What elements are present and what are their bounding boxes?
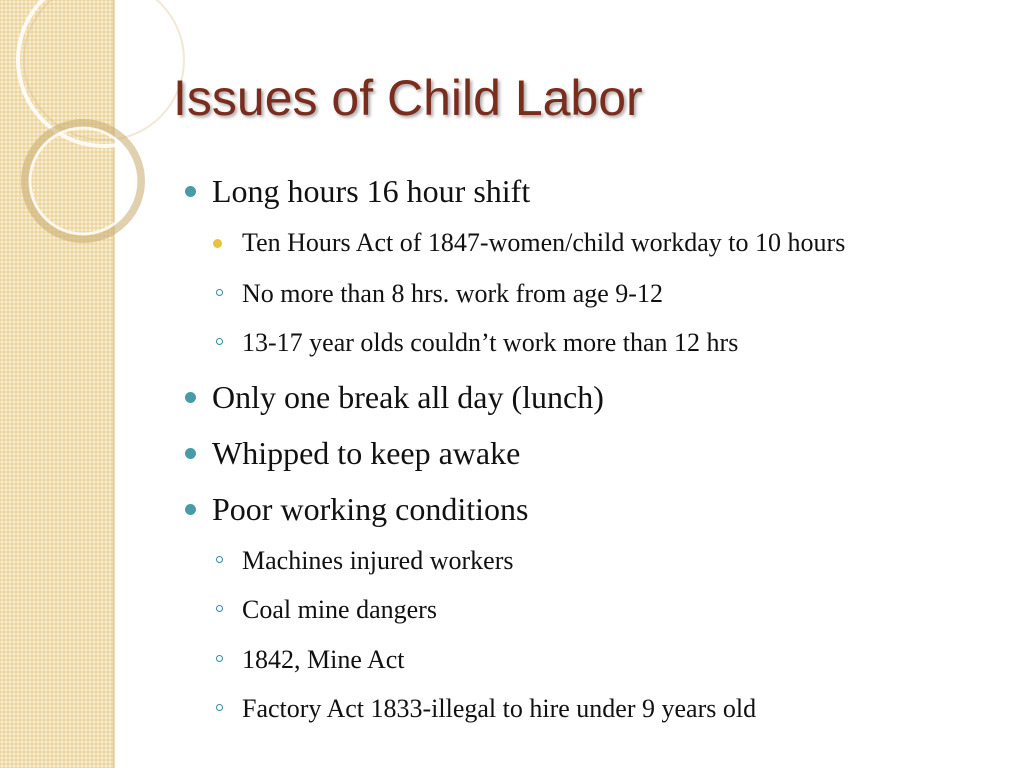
gold-bullet-dot-icon: [213, 239, 222, 248]
hollow-circle-bullet-icon: [216, 338, 223, 345]
sub-bullet-text: Factory Act 1833-illegal to hire under 9 years old: [242, 694, 757, 723]
bullet-dot-icon: [185, 504, 196, 515]
hollow-circle-bullet-icon: [216, 605, 223, 612]
bullet-item: [212, 489, 528, 529]
sub-bullet-item: [242, 643, 405, 677]
sub-bullet-text: No more than 8 hrs. work from age 9-12: [242, 279, 663, 308]
sub-bullet-item: [242, 692, 756, 726]
sub-bullet-text: Machines injured workers: [242, 546, 514, 575]
sub-bullet-item: [242, 593, 437, 627]
sub-bullet-text: Ten Hours Act of 1847-women/child workday to 10 hours: [242, 228, 846, 257]
bullet-text: Poor working conditions: [212, 491, 529, 527]
slide-title: Issues of Child Labor: [173, 70, 643, 126]
bullet-dot-icon: [185, 186, 196, 197]
sub-bullet-text: 13-17 year olds couldn’t work more than 12 hrs: [242, 328, 739, 357]
sub-bullet-item: [242, 544, 513, 578]
sub-bullet-text: 1842, Mine Act: [242, 645, 405, 674]
bullet-text: Only one break all day (lunch): [212, 379, 604, 415]
hollow-circle-bullet-icon: [216, 289, 223, 296]
bullet-dot-icon: [185, 448, 196, 459]
sub-bullet-item: [242, 326, 738, 360]
bullet-text: Whipped to keep awake: [212, 435, 521, 471]
bullet-item: [212, 377, 604, 417]
hollow-circle-bullet-icon: [216, 704, 223, 711]
sub-bullet-item: [242, 277, 663, 311]
hollow-circle-bullet-icon: [216, 556, 223, 563]
sub-bullet-text: Coal mine dangers: [242, 595, 437, 624]
bullet-item: [212, 171, 530, 211]
bullet-text: Long hours 16 hour shift: [212, 173, 531, 209]
bullet-dot-icon: [185, 392, 196, 403]
bullet-item: [212, 433, 520, 473]
sub-bullet-item: [242, 226, 845, 260]
hollow-circle-bullet-icon: [216, 655, 223, 662]
